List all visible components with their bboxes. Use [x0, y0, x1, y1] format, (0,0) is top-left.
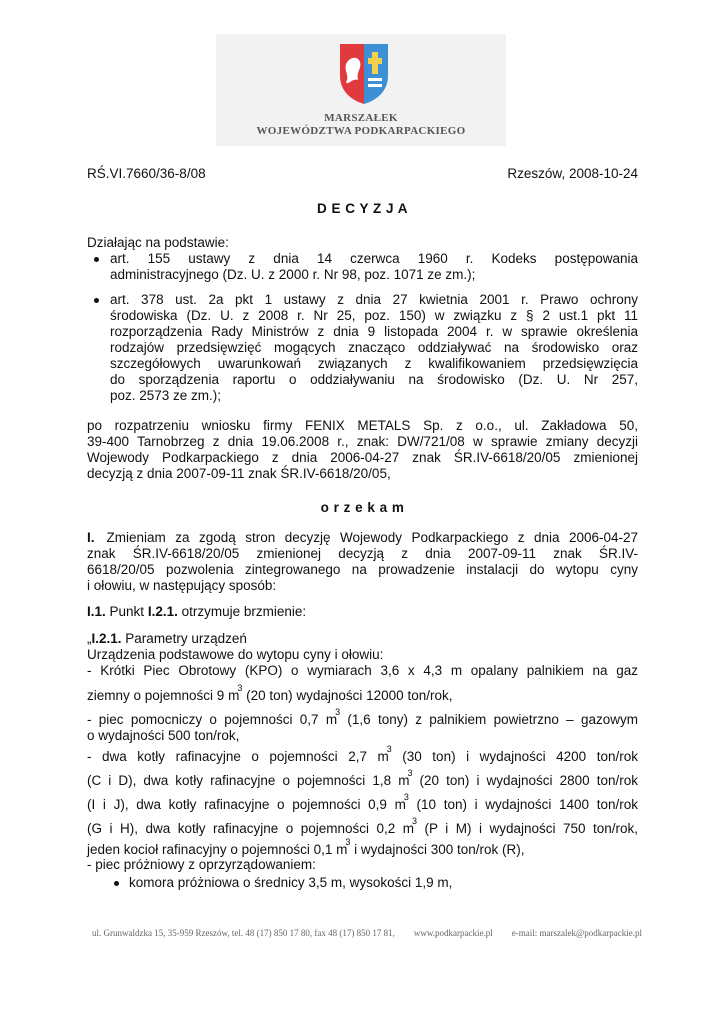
issuer-line1: MARSZAŁEK [324, 112, 398, 124]
text-line: poz. 2573 ze zm.); [110, 388, 222, 403]
text-fragment: (P i M) i wydajności 750 ton/rok, [424, 821, 638, 836]
equipment-vacuum-line: - piec próżniowy z oprzyrządowaniem: [87, 857, 316, 872]
place-date: Rzeszów, 2008-10-24 [507, 166, 638, 181]
quote-mark: „ [87, 631, 92, 646]
point-1-1 [87, 604, 638, 620]
vacuum-bullet [87, 875, 638, 891]
text-line: administracyjnego (Dz. U. z 2000 r. Nr 98, poz. 1071 ze zm.); [110, 267, 476, 282]
equipment-refining-line [87, 744, 638, 766]
text-fragment: (20 ton) wydajności 12000 ton/rok, [246, 688, 453, 703]
legal-basis-item [87, 251, 638, 283]
text-fragment: (I i J), dwa kotły rafinacyjne o pojemności 0,9 m [87, 797, 406, 812]
page-footer [92, 928, 642, 938]
text-line: komora próżniowa o średnicy 3,5 m, wysokości 1,9 m, [129, 875, 453, 890]
equipment-refining-line [87, 768, 638, 790]
reference-date-row [87, 166, 638, 182]
text-line: Zmieniam za zgodą stron decyzję Wojewody Podkarpackiego z dnia 2006-04-27 [106, 530, 638, 545]
text-line: i ołowiu, w następujący sposób: [87, 578, 277, 593]
legal-basis-item [87, 292, 638, 404]
intro-text: Działając na podstawie: [87, 235, 229, 250]
text-fragment: (10 ton) i wydajności 1400 ton/rok [416, 797, 638, 812]
bullet-icon [114, 881, 119, 886]
text-line: Wojewody Podkarpackiego z dnia 2006-04-27 znak ŚR.IV-6618/20/05 zmienionej [87, 450, 638, 465]
text-fragment: jeden kocioł rafinacyjny o pojemności 0,1 m [87, 842, 348, 857]
superscript: 3 [345, 837, 351, 847]
quote-title: Parametry urządzeń [125, 631, 247, 646]
text-line: 39-400 Tarnobrzeg z dnia 19.06.2008 r., znak: DW/721/08 w sprawie zmiany decyzji [87, 434, 638, 449]
text-line: środowiska (Dz. U. z 2008 r. Nr 25, poz. 150) w związku z § 2 ust.1 pkt 11 [110, 308, 638, 323]
text-fragment: (30 ton) i wydajności 4200 ton/rok [402, 749, 638, 764]
text-line: do sporządzenia raportu o oddziaływaniu na środowisko (Dz. U. Nr 257, [110, 372, 638, 387]
point-ref: I.2.1. [147, 604, 178, 619]
equipment-aux-capacity: o wydajności 500 ton/rok, [87, 728, 240, 743]
issuer-line2: WOJEWÓDZTWA PODKARPACKIEGO [256, 125, 466, 137]
text-fragment: - dwa kotły rafinacyjne o pojemności 2,7 m [87, 749, 389, 764]
ruling-heading: o r z e k a m [320, 500, 405, 515]
equipment-kpo-line: - Krótki Piec Obrotowy (KPO) o wymiarach 3,6 x 4,3 m opalany palnikiem na gaz [87, 663, 638, 678]
footer-email[interactable]: e-mail: marszalek@podkarpackie.pl [511, 928, 642, 938]
text-line: szczegółowych uwarunkowań związanych z kwalifikowaniem przedsięwzięcia [110, 356, 638, 371]
text-line: art. 155 ustawy z dnia 14 czerwca 1960 r. Kodeks postępowania [110, 251, 638, 266]
section-1 [87, 530, 638, 594]
text-fragment: (G i H), dwa kotły rafinacyjne o pojemności 0,2 m [87, 821, 414, 836]
issuer-name [216, 112, 506, 138]
text-line: rozporządzenia Rady Ministrów z dnia 9 listopada 2004 r. w sprawie określenia [110, 324, 638, 339]
coat-of-arms-icon [338, 42, 390, 106]
text-line: art. 378 ust. 2a pkt 1 ustawy z dnia 27 kwietnia 2001 r. Prawo ochrony [110, 292, 638, 307]
superscript: 3 [403, 792, 409, 802]
bullet-icon [94, 257, 99, 262]
text-line: rodzajów przedsięwzięć mogących znacząco oddziaływać na środowisko oraz [110, 340, 638, 355]
superscript: 3 [411, 816, 417, 826]
footer-address: ul. Grunwaldzka 15, 35-959 Rzeszów, tel. 48 (17) 850 17 80, fax 48 (17) 850 17 81, [92, 928, 395, 938]
superscript: 3 [237, 683, 243, 693]
footer-website[interactable]: www.podkarpackie.pl [413, 928, 493, 938]
equipment-aux-line [87, 707, 638, 729]
document-title: D E C Y Z J A [316, 201, 409, 216]
equipment-refining-line [87, 816, 638, 838]
equipment-kpo-capacity [87, 683, 638, 705]
text-fragment: ziemny o pojemności 9 m [87, 688, 240, 703]
text-fragment: (20 ton) i wydajności 2800 ton/rok [419, 773, 638, 788]
text-line: po rozpatrzeniu wniosku firmy FENIX METALS Sp. z o.o., ul. Zakładowa 50, [87, 418, 638, 433]
text-fragment: - piec pomocniczy o pojemności 0,7 m [87, 712, 338, 727]
text-fragment: (1,6 tony) z palnikiem powietrzno – gazowym [347, 712, 638, 727]
text-line: 6618/20/05 pozwolenia zintegrowanego na prowadzenie instalacji do wytopu cyny [87, 562, 638, 577]
equipment-refining-line [87, 792, 638, 814]
text-fragment: (C i D), dwa kotły rafinacyjne o pojemności 1,8 m [87, 773, 410, 788]
superscript: 3 [386, 744, 392, 754]
quoted-heading [87, 631, 638, 647]
point-text: Punkt [109, 604, 145, 619]
point-number: I.1. [87, 604, 106, 619]
bullet-icon [94, 298, 99, 303]
superscript: 3 [407, 768, 413, 778]
text-line: decyzją z dnia 2007-09-11 znak ŚR.IV-6618/20/05, [87, 466, 391, 481]
section-number: I. [87, 530, 95, 545]
reference-number: RŚ.VI.7660/36-8/08 [87, 166, 206, 181]
quote-number: I.2.1. [91, 631, 122, 646]
text-line: znak ŚR.IV-6618/20/05 zmienionej decyzją z dnia 2007-09-11 znak ŚR.IV- [87, 546, 638, 561]
equipment-subtitle: Urządzenia podstawowe do wytopu cyny i ołowiu: [87, 647, 384, 662]
consideration-paragraph [87, 418, 638, 482]
superscript: 3 [335, 707, 341, 717]
text-fragment: i wydajności 300 ton/rok (R), [354, 842, 525, 857]
point-text: otrzymuje brzmienie: [181, 604, 307, 619]
